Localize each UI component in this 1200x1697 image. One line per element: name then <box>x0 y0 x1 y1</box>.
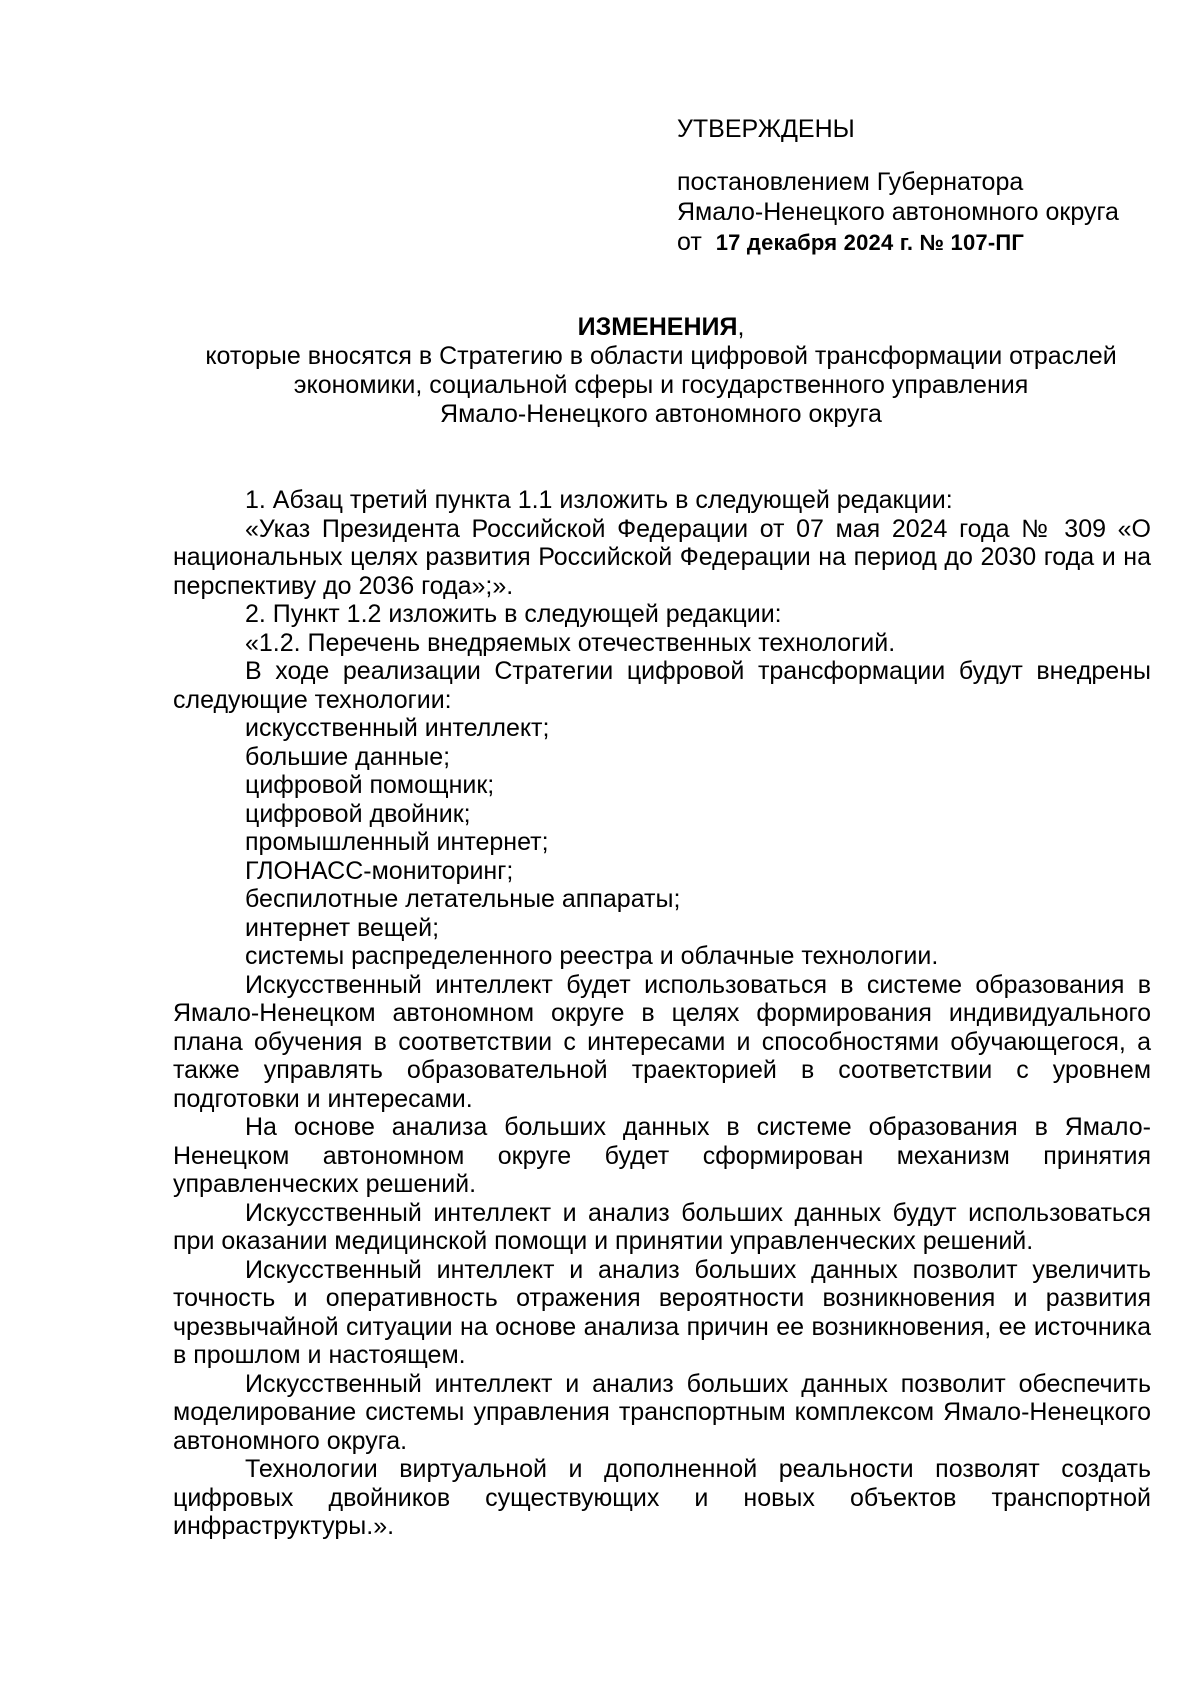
tech-list-item: промышленный интернет; <box>245 828 549 856</box>
approval-line-2: Ямало-Ненецкого автономного округа <box>677 198 1119 226</box>
heading-line-1: которые вносятся в Стратегию в области цифровой трансформации отраслей <box>205 342 1117 370</box>
approval-date-prefix: от <box>677 228 702 256</box>
tech-list-item: искусственный интеллект; <box>245 714 550 742</box>
paragraph-10: Искусственный интеллект и анализ больших данных позволит обеспечить моделирование системы управления транспортным комплексом Ямало-Ненецкого автономного округа. <box>173 1369 1151 1455</box>
document-title-comma: , <box>737 313 745 341</box>
paragraph-11: Технологии виртуальной и дополненной реальности позволят создать цифровых двойников существующих и новых объектов транспортной инфраструктуры.». <box>173 1455 1151 1540</box>
approval-line-1: постановлением Губернатора <box>677 168 1024 196</box>
tech-list-item: цифровой помощник; <box>245 771 495 799</box>
document-heading <box>160 313 1162 429</box>
document-title <box>160 313 1162 342</box>
tech-list-item: цифровой двойник; <box>245 799 471 828</box>
tech-list-item: беспилотные летательные аппараты; <box>245 885 681 913</box>
paragraph-3: 2. Пункт 1.2 изложить в следующей редакции: <box>245 600 782 628</box>
document-body <box>173 486 1151 1541</box>
approval-title: УТВЕРЖДЕНЫ <box>677 115 855 143</box>
paragraph-4: «1.2. Перечень внедряемых отечественных технологий. <box>245 628 896 657</box>
paragraph-9: Искусственный интеллект и анализ больших данных позволит увеличить точность и оперативность отражения вероятности возникновения и развития чрезвычайной ситуации на основе анализа причин ее возникновения, ее источника в прошлом и настоящем. <box>173 1255 1151 1369</box>
paragraph-2: «Указ Президента Российской Федерации от 07 мая 2024 года № 309 «О национальных целях развития Российской Федерации на период до 2030 года и на перспективу до 2036 года»;». <box>173 514 1151 600</box>
paragraph-1: 1. Абзац третий пункта 1.1 изложить в следующей редакции: <box>245 486 953 514</box>
paragraph-6: Искусственный интеллект будет использоваться в системе образования в Ямало-Ненецком автономном округе в целях формирования индивидуального плана обучения в соответствии с интересами и способностями обучающегося, а также управлять образовательной траекторией в соответствии с уровнем подготовки и интересами. <box>173 970 1151 1113</box>
heading-line-2: экономики, социальной сферы и государственного управления <box>293 371 1029 399</box>
paragraph-5: В ходе реализации Стратегии цифровой трансформации будут внедрены следующие технологии: <box>173 657 1151 714</box>
paragraph-8: Искусственный интеллект и анализ больших данных будут использоваться при оказании медицинской помощи и принятии управленческих решений. <box>173 1198 1151 1255</box>
document-title-word: ИЗМЕНЕНИЯ <box>577 313 738 341</box>
paragraph-7: На основе анализа больших данных в системе образования в Ямало-Ненецком автономном округе будет сформирован механизм принятия управленческих решений. <box>173 1113 1151 1198</box>
heading-line-3: Ямало-Ненецкого автономного округа <box>440 400 882 428</box>
decree-number: 17 декабря 2024 г. № 107-ПГ <box>715 230 1025 255</box>
tech-list-item: большие данные; <box>245 742 451 771</box>
tech-list-item: ГЛОНАСС-мониторинг; <box>245 856 514 885</box>
approval-block <box>677 114 1177 258</box>
approval-decree-line <box>677 227 1177 258</box>
tech-list-item: интернет вещей; <box>245 913 440 942</box>
tech-list-item: системы распределенного реестра и облачные технологии. <box>245 942 939 970</box>
